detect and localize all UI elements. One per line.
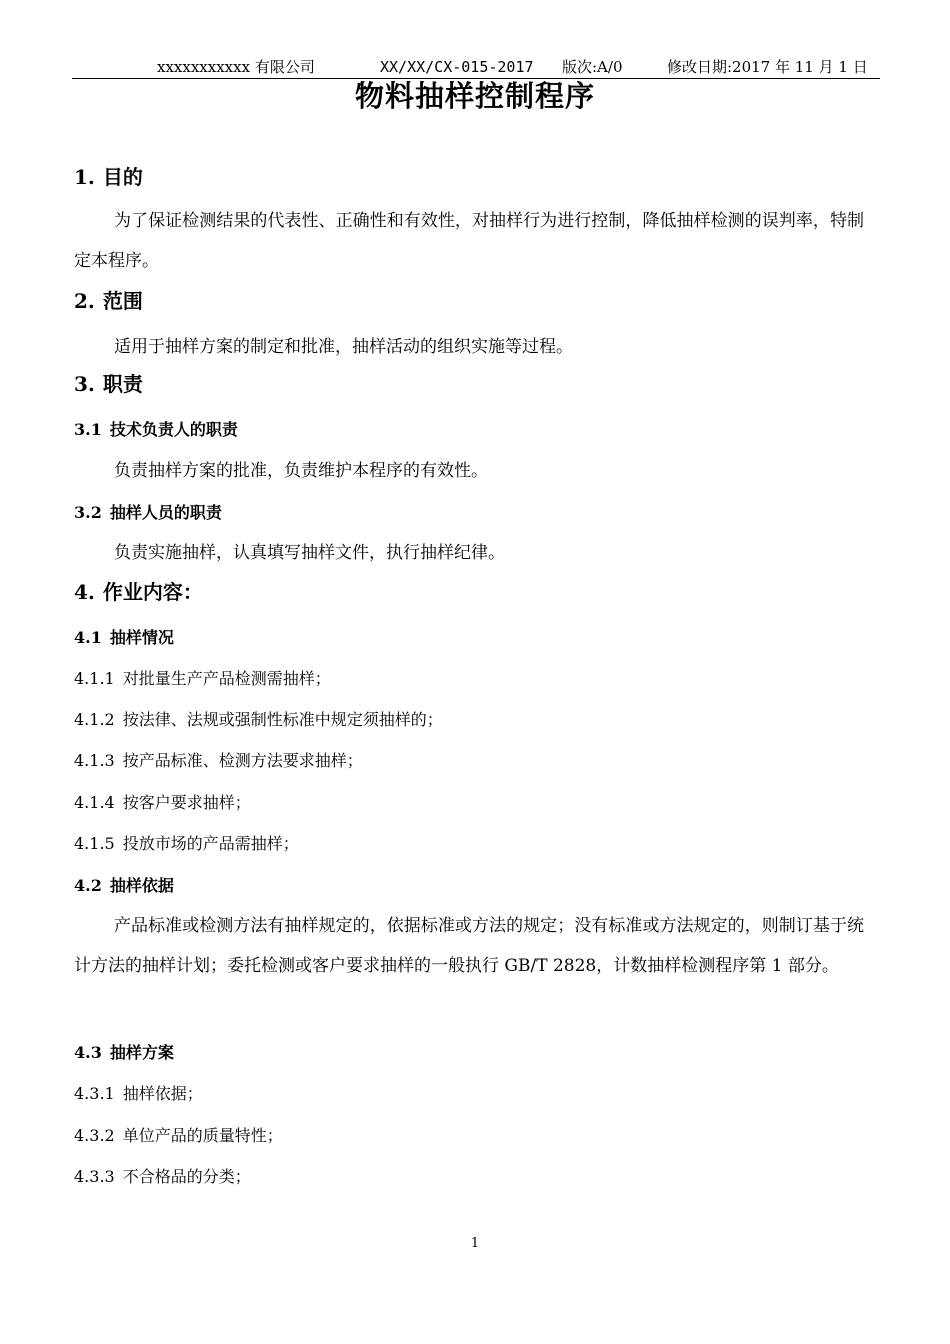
item-number: 4.1.2 (74, 710, 115, 729)
list-item (74, 709, 443, 731)
list-item (74, 750, 363, 772)
list-item (74, 668, 331, 690)
item-text: 按法律、法规或强制性标准中规定须抽样的； (122, 710, 443, 729)
section-number: 3. (74, 372, 95, 396)
item-text: 单位产品的质量特性； (122, 1126, 283, 1145)
list-item (74, 792, 251, 814)
header-company: xxxxxxxxxxx 有限公司 (157, 58, 315, 76)
list-item (74, 1083, 203, 1105)
section-number: 4.3 (74, 1043, 102, 1062)
section-4-2-body: 产品标准或检测方法有抽样规定的，依据标准或方法的规定；没有标准或方法规定的，则制订基于统计方法的抽样计划；委托检测或客户要求抽样的一般执行 GB/T 2828，计数抽样检测程序第 1 部分。 (74, 916, 864, 976)
list-item (74, 1166, 251, 1188)
section-number: 3.2 (74, 503, 102, 522)
section-title: 职责 (102, 372, 143, 396)
item-number: 4.3.3 (74, 1167, 115, 1186)
section-number: 4. (74, 580, 95, 604)
section-title: 抽样情况 (109, 628, 174, 647)
section-2-body: 适用于抽样方案的制定和批准，抽样活动的组织实施等过程。 (114, 337, 573, 357)
section-title: 作业内容： (102, 580, 203, 604)
section-1-body: 为了保证检测结果的代表性、正确性和有效性，对抽样行为进行控制，降低抽样检测的误判率，特制定本程序。 (74, 211, 864, 271)
section-4-1-heading (74, 627, 174, 649)
section-title: 范围 (102, 289, 143, 313)
section-title: 抽样依据 (109, 876, 174, 895)
item-number: 4.1.3 (74, 751, 115, 770)
header-revision-date: 修改日期:2017 年 11 月 1 日 (667, 58, 868, 76)
section-4-3-heading (74, 1042, 174, 1064)
item-text: 按产品标准、检测方法要求抽样； (122, 751, 363, 770)
header-version: 版次:A/0 (562, 58, 623, 76)
section-3-1-heading (74, 419, 238, 441)
section-number: 1. (74, 165, 95, 189)
item-text: 抽样依据； (122, 1084, 203, 1103)
section-2-heading (74, 288, 143, 314)
item-number: 4.3.2 (74, 1126, 115, 1145)
item-number: 4.1.4 (74, 793, 115, 812)
section-number: 4.1 (74, 628, 102, 647)
item-text: 对批量生产产品检测需抽样； (122, 669, 331, 688)
section-3-heading (74, 371, 143, 397)
section-3-2-heading (74, 502, 222, 524)
section-title: 技术负责人的职责 (109, 420, 238, 439)
header-doc-code: XX/XX/CX-015-2017 (380, 58, 534, 76)
section-4-2-heading (74, 875, 174, 897)
section-3-2-body: 负责实施抽样，认真填写抽样文件，执行抽样纪律。 (114, 543, 505, 563)
section-3-1-body: 负责抽样方案的批准，负责维护本程序的有效性。 (114, 461, 488, 481)
section-title: 目的 (102, 165, 143, 189)
list-item (74, 1125, 283, 1147)
page-number: 1 (470, 1236, 480, 1251)
list-item (74, 833, 299, 855)
item-text: 投放市场的产品需抽样； (122, 834, 299, 853)
document-title: 物料抽样控制程序 (354, 79, 595, 113)
section-number: 3.1 (74, 420, 102, 439)
section-title: 抽样人员的职责 (109, 503, 222, 522)
item-number: 4.1.1 (74, 669, 115, 688)
section-title: 抽样方案 (109, 1043, 174, 1062)
section-1-heading (74, 164, 143, 190)
item-number: 4.3.1 (74, 1084, 115, 1103)
item-text: 不合格品的分类； (122, 1167, 251, 1186)
section-4-heading (74, 579, 203, 605)
item-text: 按客户要求抽样； (122, 793, 251, 812)
section-number: 2. (74, 289, 95, 313)
item-number: 4.1.5 (74, 834, 115, 853)
section-number: 4.2 (74, 876, 102, 895)
